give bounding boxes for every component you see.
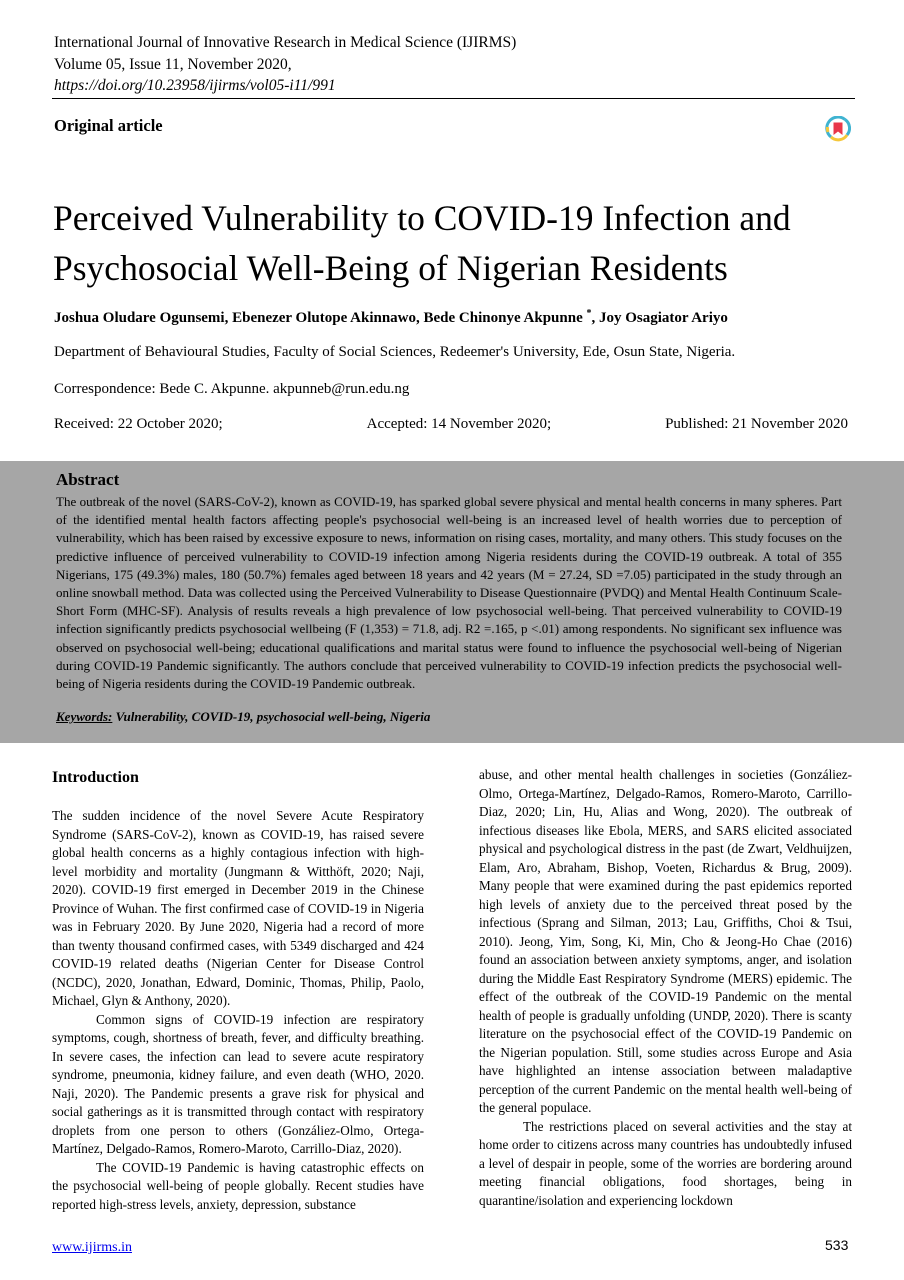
abstract-heading: Abstract (56, 470, 120, 489)
keywords-list: Vulnerability, COVID-19, psychosocial well-being, Nigeria (112, 709, 431, 724)
corresponding-author-mark: * (586, 308, 592, 319)
title-line-2: Psychosocial Well-Being of Nigerian Residents (53, 248, 728, 288)
journal-name: International Journal of Innovative Research in Medical Science (IJIRMS) (54, 34, 517, 51)
received-date: Received: 22 October 2020; (54, 416, 223, 432)
journal-header (54, 32, 516, 97)
paragraph: The sudden incidence of the novel Severe Acute Respiratory Syndrome (SARS-CoV-2), known as COVID-19, has raised severe global health concerns as a highly contagious infection with high-level morbidity and mortality (Jungmann & Witthöft, 2020; Naji, 2020). COVID-19 first emerged in December 2019 in the Chinese Province of Wuhan. The first confirmed case of COVID-19 in Nigeria was in February 2020. By June 2020, Nigeria had a record of more than twenty thousand confirmed cases, with 5349 discharged and 424 COVID-19 related deaths (Nigerian Center for Disease Control (NCDC), 2020, Jonathan, Edward, Dominic, Thomas, Philip, Paolo, Michael, Glyn & Anthony, 2020). (52, 808, 424, 1008)
keywords-label: Keywords: (56, 709, 113, 724)
author-list (54, 308, 728, 327)
paragraph: The restrictions placed on several activities and the stay at home order to citizens across many countries has undoubtedly infused a level of despair in people, some of the worries are bordering around meeting financial obligations, food shortages, being in quarantine/isolation and experiencing lockdown (479, 1118, 852, 1208)
accepted-date: Accepted: 14 November 2020; (366, 416, 552, 432)
correspondence: Correspondence: Bede C. Akpunne. akpunneb@run.edu.ng (54, 381, 410, 397)
introduction-heading: Introduction (52, 769, 139, 786)
paragraph: The COVID-19 Pandemic is having catastrophic effects on the psychosocial well-being of people globally. Recent studies have reported high-stress levels, anxiety, depression, substance (52, 1159, 424, 1212)
paragraph: Common signs of COVID-19 infection are respiratory symptoms, cough, shortness of breath, fever, and difficulty breathing. In severe cases, the infection can lead to severe acute respiratory syndrome, pneumonia, kidney failure, and even death (WHO, 2020. Naji, 2020). The Pandemic presents a grave risk for physical and social gatherings as it is transmitted through contact with respiratory droplets from one person to others (Gonzáliez-Olmo, Ortega-Martínez, Delgado-Ramos, Romero-Maroto, Carrillo-Diaz, 2020). (52, 1011, 424, 1156)
page-number: 533 (825, 1237, 849, 1253)
paragraph: abuse, and other mental health challenges in societies (Gonzáliez-Olmo, Ortega-Martínez, Delgado-Ramos, Romero-Maroto, Carrillo-Diaz, 2020; Lin, Hu, Alias and Wong, 2020). The outbreak of infectious diseases like Ebola, MERS, and SARS elicited associated physical and psychological distress in the past (de Zwart, Veldhuijzen, Elam, Aro, Abraham, Bishop, Voeten, Richardus & Brug, 2009). Many people that were examined during the past epidemics reported high levels of anxiety due to the perceived threat posed by the infectious (Sprang and Silman, 2013; Lau, Griffiths, Choi & Tsui, 2010). Jeong, Yim, Song, Ki, Min, Cho & Jeong-Ho Chae (2016) found an association between anxiety symptoms, anger, and isolation during the Middle East Respiratory Syndrome (MERS) epidemic. The effect of the outbreak of the COVID-19 Pandemic on the mental health of people is gradually unfolding (UNDP, 2020). There is scanty literature on the psychosocial effect of the COVID-19 Pandemic on the Nigerian population. Still, some studies across Europe and Asia have highlighted an intense association between maladaptive perception of the current Pandemic on the mental health well-being of the general populace. (479, 767, 852, 1115)
journal-volume: Volume 05, Issue 11, November 2020, (54, 55, 292, 73)
crossmark-bookmark-icon[interactable] (825, 116, 851, 142)
article-type: Original article (54, 116, 163, 135)
body-column-left (52, 807, 424, 1214)
title-line-1: Perceived Vulnerability to COVID-19 Infection and (53, 198, 791, 238)
authors-part-1: Joshua Oludare Ogunsemi, Ebenezer Olutope Akinnawo, Bede Chinonye Akpunne (54, 310, 587, 326)
abstract-text: The outbreak of the novel (SARS-CoV-2), known as COVID-19, has sparked global severe physical and mental health concerns in many spheres. Part of the identified mental health factors affecting people's psychosocial well-being is an increased level of health worries due to perception of vulnerability, which has been raised by excessive exposure to news, information on rising cases, mortality, and many others. This study focuses on the predictive influence of perceived vulnerability to COVID-19 infection among Nigeria residents during the COVID-19 outbreak. A total of 355 Nigerians, 175 (49.3%) males, 180 (50.7%) females aged between 18 years and 42 years (M = 27.24, SD =7.05) participated in the study through an online snowball method. Data was collected using the Perceived Vulnerability to Disease Questionnaire (PVDQ) and Mental Health Continuum Scale- Short Form (MHC-SF). Analysis of results reveals a high prevalence of low psychosocial well-being. That perceived vulnerability to COVID-19 infection significantly predicts psychosocial wellbeing (F (1,353) = 71.8, adj. R2 =.165, p <.01) among respondents. No significant sex influence was observed on psychosocial well-being; educational qualifications and marital status were found to influence the psychosocial well-being of Nigerian during COVID-19 Pandemic significantly. The authors conclude that perceived vulnerability to COVID-19 infection predicts the psychosocial well-being of Nigeria residents during the COVID-19 Pandemic outbreak. (56, 494, 842, 692)
header-divider (52, 98, 855, 99)
keywords (56, 709, 430, 725)
body-column-right (479, 766, 852, 1210)
affiliation: Department of Behavioural Studies, Faculty of Social Sciences, Redeemer's University, Ede, Osun State, Nigeria. (54, 344, 736, 360)
article-title (53, 193, 873, 293)
published-date: Published: 21 November 2020 (665, 416, 848, 432)
publication-dates (54, 416, 848, 433)
authors-part-2: , Joy Osagiator Ariyo (591, 310, 728, 326)
journal-website-link[interactable]: www.ijirms.in (52, 1240, 132, 1255)
doi-link[interactable]: https://doi.org/10.23958/ijirms/vol05-i11/991 (54, 77, 336, 94)
